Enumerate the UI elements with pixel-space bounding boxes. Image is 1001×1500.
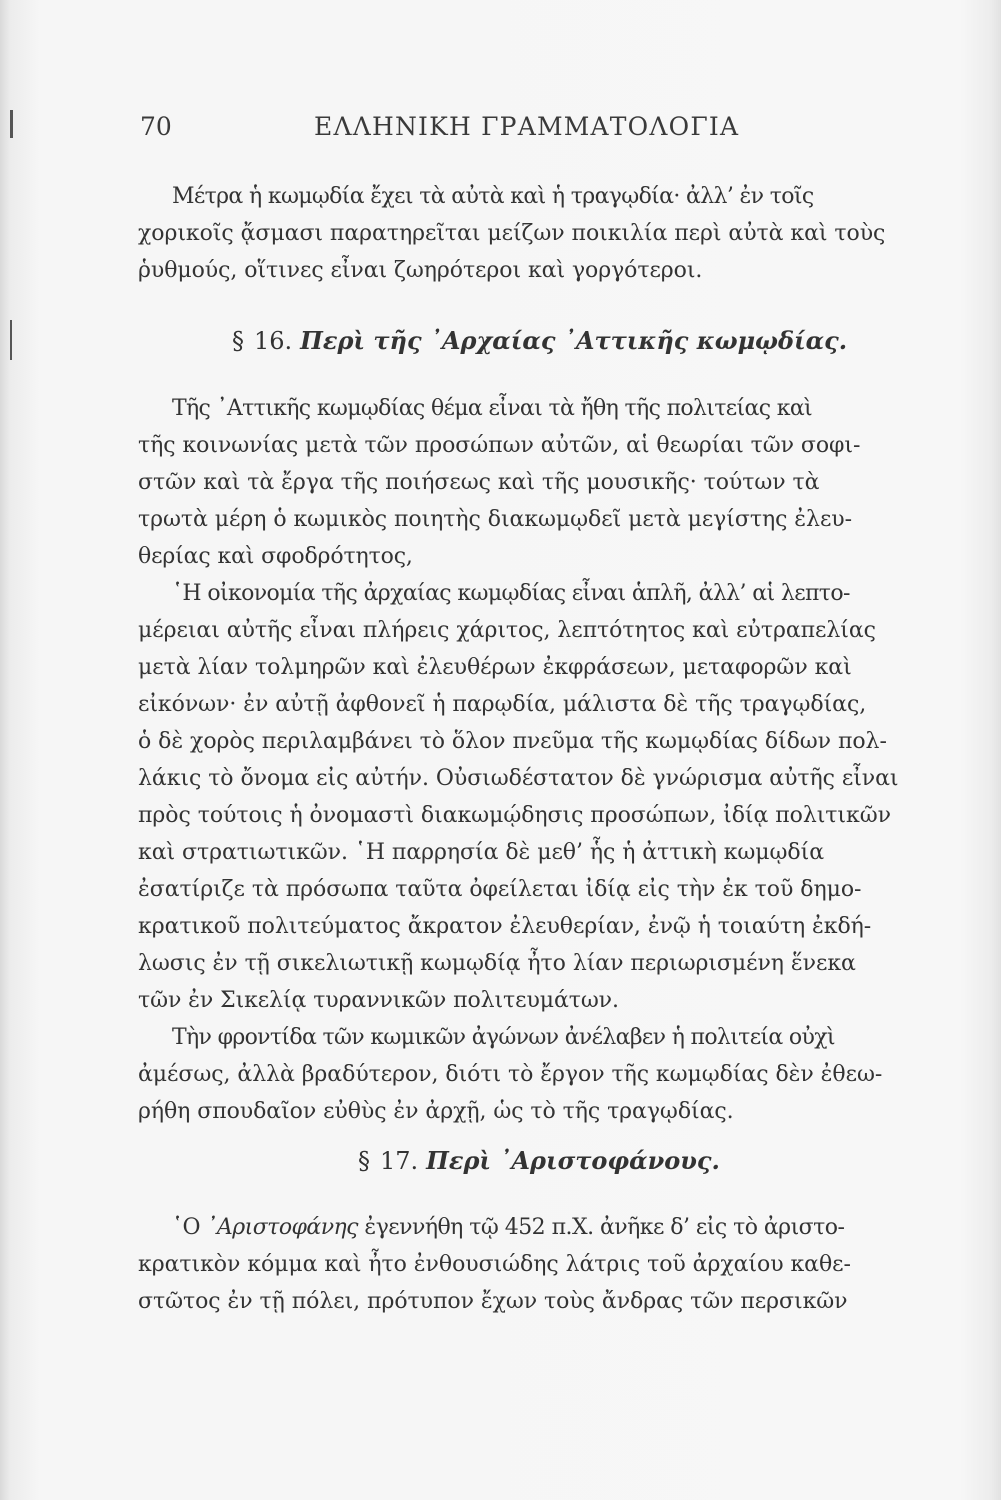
text-line: μετὰ λίαν τολμηρῶν καὶ ἐλευθέρων ἐκφράσεων, μεταφορῶν καὶ [138, 655, 852, 680]
text-line: ῥυθμούς, οἵτινες εἶναι ζωηρότεροι καὶ γοργότεροι. [138, 258, 703, 283]
section-symbol: § [358, 1147, 370, 1175]
section-symbol: § [232, 327, 244, 355]
text-line [172, 1213, 982, 1243]
text-line: λάκις τὸ ὄνομα εἰς αὐτήν. Οὐσιωδέστατον δὲ γνώρισμα αὐτῆς εἶναι [138, 766, 899, 791]
text-line: καὶ στρατιωτικῶν. ῾Η παρρησία δὲ μεθ’ ἧς ἡ ἀττικὴ κωμῳδία [138, 840, 825, 865]
text-line: λωσις ἐν τῇ σικελιωτικῇ κωμῳδίᾳ ἦτο λίαν περιωρισμένη ἕνεκα [138, 951, 856, 976]
text-line: τῶν ἐν Σικελίᾳ τυραννικῶν πολιτευμάτων. [138, 988, 619, 1013]
section-title: Περὶ ᾿Αριστοφάνους. [426, 1146, 720, 1175]
text-line: στῶτος ἐν τῇ πόλει, πρότυπον ἔχων τοὺς ἄνδρας τῶν περσικῶν [138, 1289, 848, 1314]
text-line: Τῆς ᾿Αττικῆς κωμῳδίας θέμα εἶναι τὰ ἤθη τῆς πολιτείας καὶ [172, 396, 813, 421]
text-line: Τὴν φροντίδα τῶν κωμικῶν ἀγώνων ἀνέλαβεν ἡ πολιτεία οὐχὶ [172, 1025, 835, 1050]
text-line: ἐσατίριζε τὰ πρόσωπα ταῦτα ὀφείλεται ἰδίᾳ εἰς τὴν ἐκ τοῦ δημο- [138, 877, 862, 902]
text-span: ἐγεννήθη τῷ 452 π.Χ. ἀνῆκε δ’ εἰς τὸ ἀριστο- [357, 1215, 845, 1240]
text-line: Μέτρα ἡ κωμῳδία ἔχει τὰ αὐτὰ καὶ ἡ τραγῳδία· ἀλλ’ ἐν τοῖς [172, 184, 814, 209]
text-line: στῶν καὶ τὰ ἔργα τῆς ποιήσεως καὶ τῆς μουσικῆς· τούτων τὰ [138, 470, 820, 495]
text-line: εἰκόνων· ἐν αὐτῇ ἀφθονεῖ ἡ παρῳδία, μάλιστα δὲ τῆς τραγῳδίας, [138, 692, 867, 717]
section-number: 17. [380, 1147, 419, 1175]
author-name: ᾿Αριστοφάνης [206, 1215, 358, 1240]
binding-shadow-mark [10, 110, 13, 138]
text-line: χορικοῖς ᾄσμασι παρατηρεῖται μείζων ποικιλία περὶ αὐτὰ καὶ τοὺς [138, 221, 886, 246]
text-line: ὁ δὲ χορὸς περιλαμβάνει τὸ ὅλον πνεῦμα τῆς κωμῳδίας δίδων πολ- [138, 729, 887, 754]
text-line: ρήθη σπουδαῖον εὐθὺς ἐν ἀρχῇ, ὡς τὸ τῆς τραγῳδίας. [138, 1099, 734, 1124]
text-line: θερίας καὶ σφοδρότητος, [138, 544, 413, 569]
text-span: ῾Ο [172, 1215, 207, 1240]
text-line: πρὸς τούτοις ἡ ὀνομαστὶ διακωμῴδησις προσώπων, ἰδίᾳ πολιτικῶν [138, 803, 891, 828]
section-title: Περὶ τῆς ᾿Αρχαίας ᾿Αττικῆς κωμῳδίας. [300, 326, 848, 355]
text-line: τῆς κοινωνίας μετὰ τῶν προσώπων αὐτῶν, αἱ θεωρίαι τῶν σοφι- [138, 433, 861, 458]
page-number: 70 [140, 112, 172, 141]
section-heading-17 [358, 1146, 720, 1175]
text-line: τρωτὰ μέρη ὁ κωμικὸς ποιητὴς διακωμῳδεῖ μετὰ μεγίστης ἐλευ- [138, 507, 852, 532]
text-line: κρατικοῦ πολιτεύματος ἄκρατον ἐλευθερίαν, ἐνῷ ἡ τοιαύτη ἐκδή- [138, 914, 872, 939]
section-number: 16. [254, 327, 293, 355]
section-heading-16 [232, 326, 847, 355]
page-header [140, 112, 940, 152]
text-line: μέρειαι αὐτῆς εἶναι πλήρεις χάριτος, λεπτότητος καὶ εὐτραπελίας [138, 618, 876, 643]
text-line: ἀμέσως, ἀλλὰ βραδύτερον, διότι τὸ ἔργον τῆς κωμῳδίας δὲν ἐθεω- [138, 1062, 883, 1087]
running-title: ΕΛΛΗΝΙΚΗ ΓΡΑΜΜΑΤΟΛΟΓΙΑ [314, 112, 740, 141]
binding-shadow-mark [10, 320, 12, 360]
text-line: ῾Η οἰκονομία τῆς ἀρχαίας κωμῳδίας εἶναι ἁπλῆ, ἀλλ’ αἱ λεπτο- [172, 581, 850, 606]
text-line: κρατικὸν κόμμα καὶ ἦτο ἐνθουσιώδης λάτρις τοῦ ἀρχαίου καθε- [138, 1252, 851, 1277]
